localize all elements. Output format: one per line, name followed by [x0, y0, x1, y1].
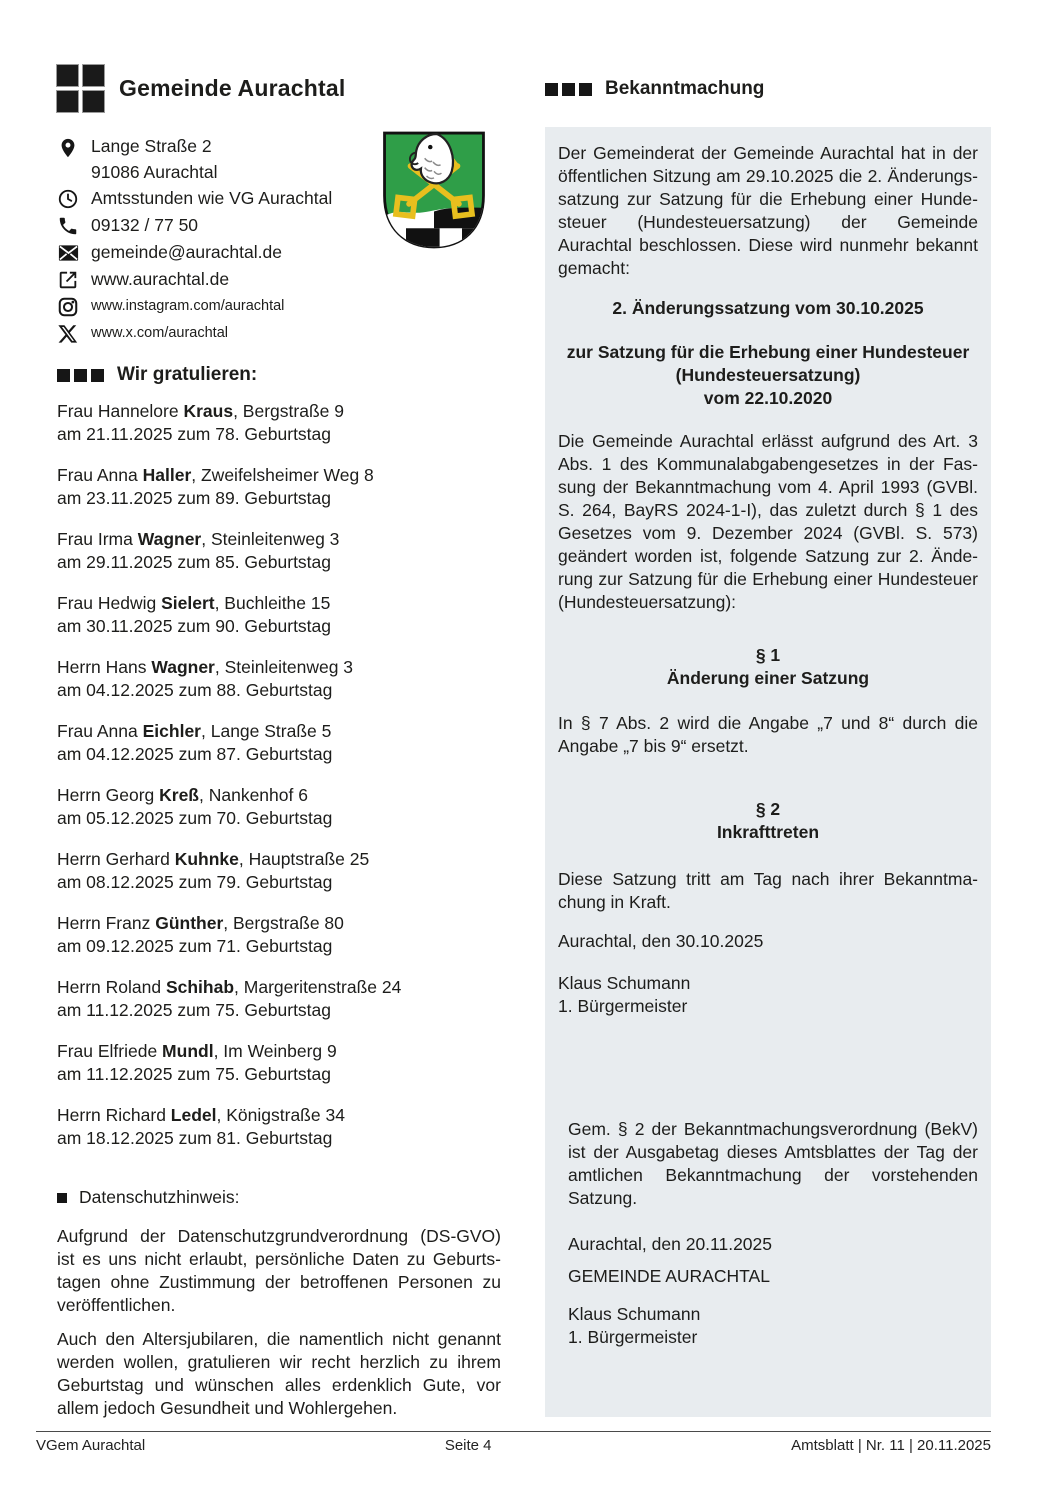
birthday-entry-line1: Herrn Georg Kreß, Nankenhof 6 — [57, 785, 308, 805]
x-row — [57, 320, 501, 347]
municipality-title: Gemeinde Aurachtal — [119, 74, 346, 101]
section-1-text: In § 7 Abs. 2 wird die Angabe „7 und 8“ durch die Angabe „7 bis 9“ ersetzt. — [558, 713, 978, 756]
birthday-entry — [57, 784, 501, 830]
birthday-entry — [57, 528, 501, 574]
birthday-entry-line1: Frau Irma Wagner, Steinleitenweg 3 — [57, 529, 340, 549]
heading-square-icon — [91, 369, 104, 382]
address-text: Lange Straße 2 91086 Aurachtal — [91, 136, 218, 182]
birthday-entry-line1: Frau Anna Haller, Zweifelsheimer Weg 8 — [57, 465, 374, 485]
instagram-row — [57, 293, 501, 320]
announcement-box — [545, 127, 991, 1417]
birthday-entry-line1: Herrn Franz Günther, Bergstraße 80 — [57, 913, 344, 933]
birthday-entry-line1: Herrn Roland Schihab, Margeritenstraße 24 — [57, 977, 402, 997]
heading-square-icon — [562, 83, 575, 96]
right-column — [545, 78, 991, 1417]
birthday-entry — [57, 592, 501, 638]
place-date-1: Aurachtal, den 30.10.2025 — [558, 931, 764, 951]
section-1-heading: § 1 Änderung einer Satzung — [666, 645, 870, 688]
hours-text: Amtsstunden wie VG Aurachtal — [91, 188, 333, 208]
publication-note-block — [558, 1118, 978, 1349]
heading-square-icon — [545, 83, 558, 96]
x-logo-icon — [57, 320, 83, 346]
birthday-entry-line1: Frau Hannelore Kraus, Bergstraße 9 — [57, 401, 344, 421]
email-text: gemeinde@aurachtal.de — [91, 242, 282, 262]
ordinance-subtitle: zur Satzung für die Erhebung einer Hundesteuer (Hundesteuersatzung) vom 22.10.2020 — [566, 342, 970, 408]
website-row — [57, 266, 501, 293]
birthday-entry-line1: Herrn Gerhard Kuhnke, Hauptstraße 25 — [57, 849, 370, 869]
birthday-entry-line2: am 21.11.2025 zum 78. Geburtstag — [57, 424, 332, 444]
privacy-paragraph-1: Aufgrund der Datenschutzgrundverordnung (DS-GVO) ist es uns nicht erlaubt, persönliche Daten zu Geburtstagen ohne Zustimmung der betroffenen Personen zu veröffentlichen. — [57, 1226, 501, 1315]
clock-icon — [57, 185, 83, 211]
instagram-icon — [57, 293, 83, 319]
birthday-entry-line2: am 18.12.2025 zum 81. Geburtstag — [57, 1128, 333, 1148]
email-icon — [57, 239, 83, 265]
birthday-entry — [57, 976, 501, 1022]
signer-role: 1. Bürgermeister — [568, 1327, 698, 1347]
footer-left: VGem Aurachtal — [36, 1437, 146, 1454]
birthday-entry — [57, 1104, 501, 1150]
birthday-entry — [57, 848, 501, 894]
privacy-heading-label: Datenschutzhinweis: — [79, 1187, 240, 1207]
website-text: www.aurachtal.de — [91, 269, 230, 289]
footer-right: Amtsblatt | Nr. 11 | 20.11.2025 — [791, 1437, 991, 1454]
location-pin-icon — [57, 133, 83, 161]
instagram-text: www.instagram.com/aurachtal — [91, 298, 285, 314]
birthday-entry-line2: am 29.11.2025 zum 85. Geburtstag — [57, 552, 332, 572]
signer-role: 1. Bürgermeister — [558, 996, 688, 1016]
heading-square-icon — [57, 369, 70, 382]
signature-block-1 — [558, 972, 978, 1018]
section-2-heading: § 2 Inkrafttreten — [716, 799, 820, 842]
signer-name: Klaus Schumann — [558, 973, 691, 993]
x-text: www.x.com/aurachtal — [91, 325, 228, 341]
signer-name: Klaus Schumann — [568, 1304, 701, 1324]
birthday-entry — [57, 656, 501, 702]
birthday-entry-line2: am 23.11.2025 zum 89. Geburtstag — [57, 488, 332, 508]
footer-page-number: Seite 4 — [444, 1437, 492, 1454]
birthday-entry-line1: Herrn Richard Ledel, Königstraße 34 — [57, 1105, 345, 1125]
privacy-section — [57, 1187, 501, 1420]
publication-note: Gem. § 2 der Bekanntmachungsverordnung (BekV) ist der Ausgabetag dieses Amtsblattes der Tag der amtlichen Bekanntmachung der vorstehenden Satzung. — [568, 1119, 978, 1208]
birthday-entry-line2: am 09.12.2025 zum 71. Geburtstag — [57, 936, 333, 956]
congrats-heading — [57, 364, 501, 386]
heading-square-icon — [579, 83, 592, 96]
municipality-brand — [57, 64, 501, 112]
phone-text: 09132 / 77 50 — [91, 215, 199, 235]
four-squares-logo-icon — [57, 65, 104, 112]
birthday-list — [57, 400, 501, 1150]
birthday-entry-line2: am 05.12.2025 zum 70. Geburtstag — [57, 808, 333, 828]
signature-block-2 — [568, 1303, 978, 1349]
birthday-entry-line1: Frau Hedwig Sielert, Buchleithe 15 — [57, 593, 331, 613]
congrats-heading-label: Wir gratulieren: — [117, 364, 258, 385]
municipal-crest — [378, 126, 490, 254]
privacy-paragraph-2: Auch den Altersjubilaren, die namentlich nicht genannt werden wollen, gratulieren wir recht herzlich zu ihrem Geburtstag und wünschen alles erdenklich Gute, vor allem jedoch Gesundheit und Wohlergehen. — [57, 1329, 501, 1418]
birthday-entry-line2: am 11.12.2025 zum 75. Geburtstag — [57, 1000, 332, 1020]
municipality-name: GEMEINDE AURACHTAL — [568, 1266, 770, 1286]
announcement-intro: Der Gemeinderat der Gemeinde Aurachtal hat in der öffentlichen Sitzung am 29.10.2025 die 2. Änderungssatzung zur Satzung für die Erhebung einer Hundesteuer (Hundesteuersatzung) der Gemeinde Aurachtal beschlossen. Diese wird nunmehr bekannt gemacht: — [558, 143, 978, 278]
birthday-entry — [57, 400, 501, 446]
birthday-entry-line1: Herrn Hans Wagner, Steinleitenweg 3 — [57, 657, 354, 677]
birthday-entry-line2: am 04.12.2025 zum 88. Geburtstag — [57, 680, 333, 700]
birthday-entry — [57, 912, 501, 958]
heading-square-icon — [74, 369, 87, 382]
left-column — [57, 64, 501, 1420]
page-footer — [36, 1431, 991, 1454]
birthday-entry-line2: am 11.12.2025 zum 75. Geburtstag — [57, 1064, 332, 1084]
section-2-text: Diese Satzung tritt am Tag nach ihrer Bekanntmachung in Kraft. — [558, 869, 978, 912]
crest-image — [378, 126, 490, 254]
phone-icon — [57, 212, 83, 238]
birthday-entry-line1: Frau Elfriede Mundl, Im Weinberg 9 — [57, 1041, 337, 1061]
place-date-2: Aurachtal, den 20.11.2025 — [568, 1234, 773, 1254]
birthday-entry-line2: am 08.12.2025 zum 79. Geburtstag — [57, 872, 333, 892]
privacy-heading — [57, 1187, 501, 1208]
birthday-entry-line2: am 30.11.2025 zum 90. Geburtstag — [57, 616, 332, 636]
share-icon — [57, 266, 83, 292]
birthday-entry — [57, 464, 501, 510]
birthday-entry-line2: am 04.12.2025 zum 87. Geburtstag — [57, 744, 333, 764]
birthday-entry — [57, 720, 501, 766]
ordinance-title: 2. Änderungssatzung vom 30.10.2025 — [612, 298, 924, 318]
announcement-heading — [545, 78, 991, 100]
birthday-entry — [57, 1040, 501, 1086]
legal-basis-paragraph: Die Gemeinde Aurachtal erlässt aufgrund des Art. 3 Abs. 1 des Kommunalabgabengesetzes in der Fassung der Bekanntmachung vom 4. April 1993 (GVBl. S. 264, BayRS 2024-1-I), das zuletzt durch § 1 des Gesetzes vom 9. Dezember 2024 (GVBl. S. 573) geändert worden ist, folgende Satzung zur 2. Änderung zur Satzung für die Erhebung einer Hundesteuer (Hundesteuersatzung): — [558, 431, 978, 612]
announcement-heading-label: Bekanntmachung — [605, 78, 765, 99]
birthday-entry-line1: Frau Anna Eichler, Lange Straße 5 — [57, 721, 332, 741]
heading-square-icon — [57, 1193, 67, 1203]
